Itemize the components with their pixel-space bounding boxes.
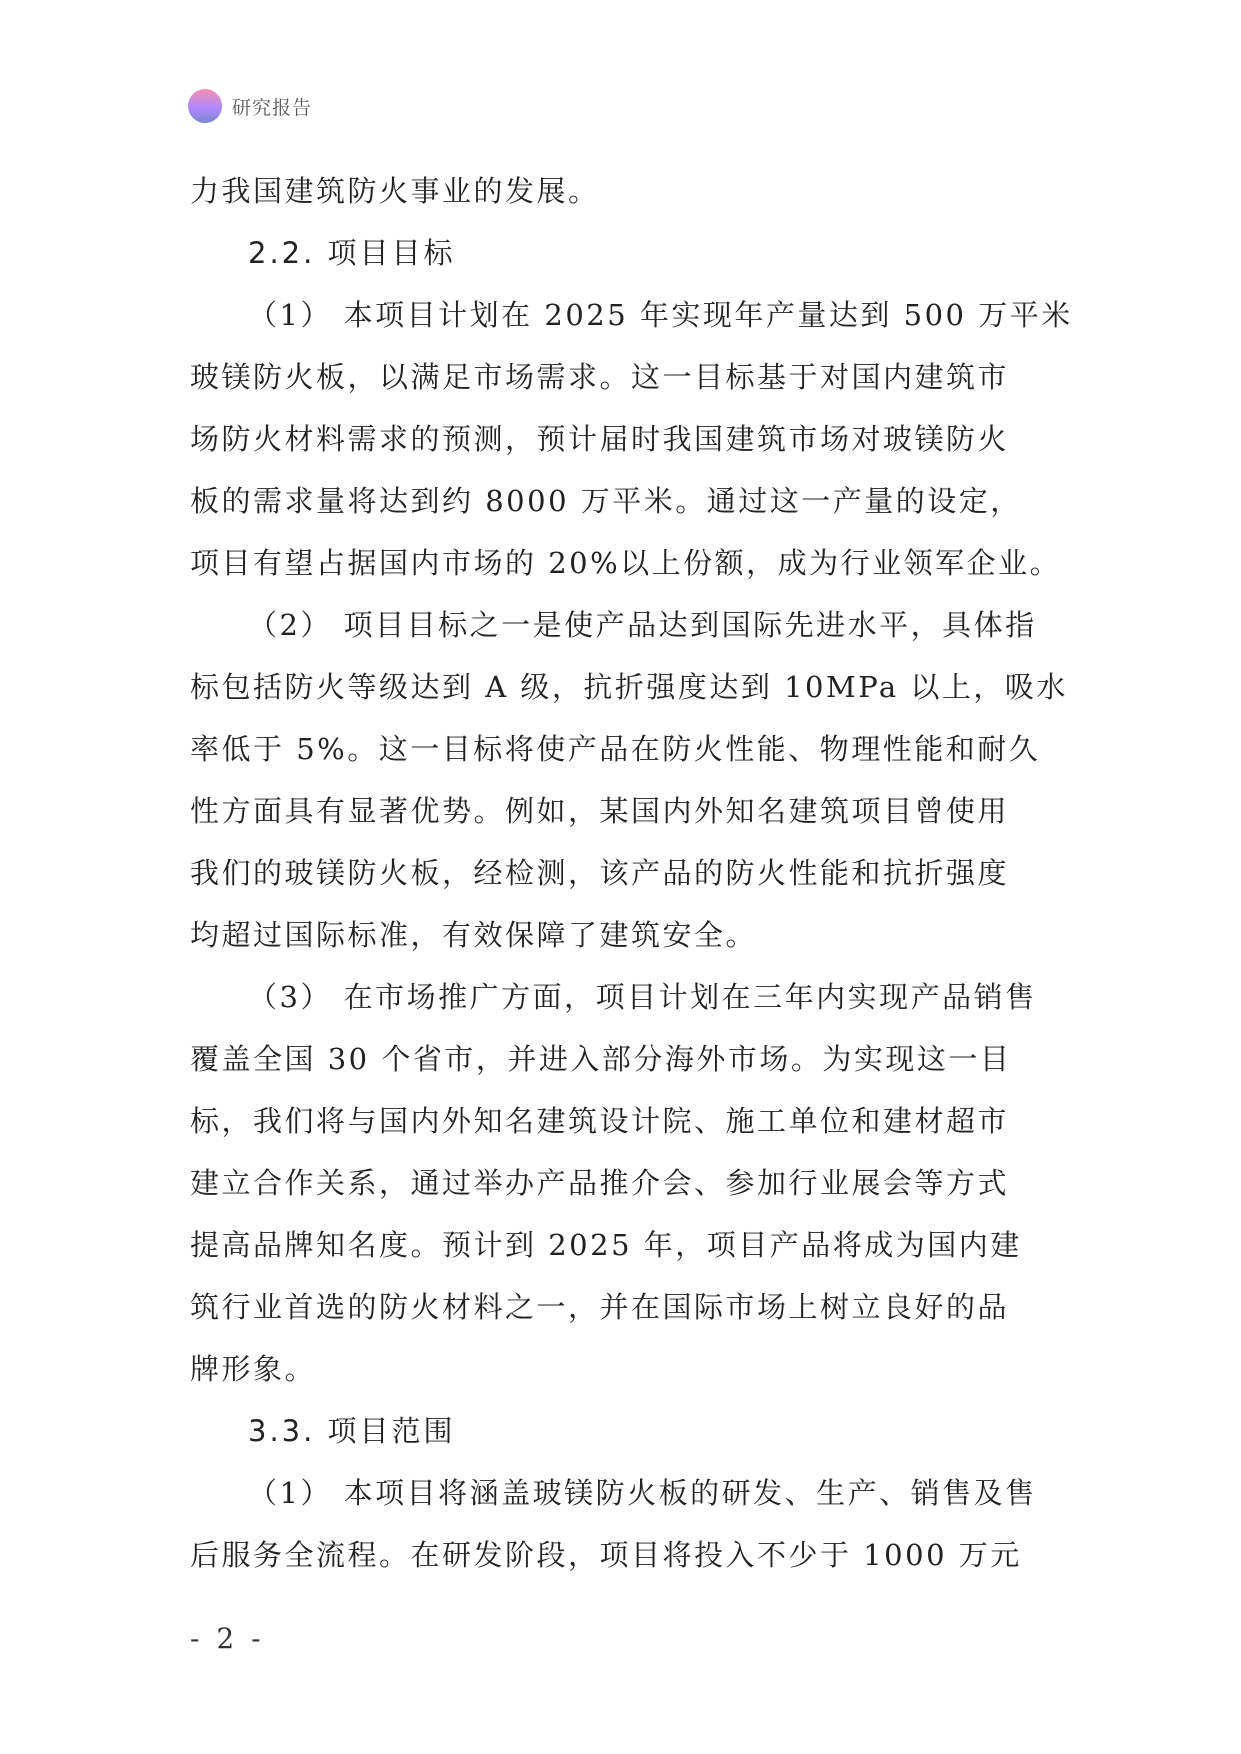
text-line: 力我国建筑防火事业的发展。	[190, 174, 600, 208]
text-line: （3） 在市场推广方面，项目计划在三年内实现产品销售	[248, 980, 1037, 1014]
text-line: 覆盖全国 30 个省市，并进入部分海外市场。为实现这一目	[190, 1042, 1012, 1076]
text-line: （2） 项目目标之一是使产品达到国际先进水平，具体指	[248, 608, 1037, 642]
text-line: 筑行业首选的防火材料之一，并在国际市场上树立良好的品	[190, 1290, 1010, 1324]
section-heading: 2.2. 项目目标	[248, 236, 456, 270]
text-line: 场防火材料需求的预测，预计届时我国建筑市场对玻镁防火	[190, 422, 1010, 456]
text-line: 标，我们将与国内外知名建筑设计院、施工单位和建材超市	[190, 1104, 1010, 1138]
text-line: 均超过国际标准，有效保障了建筑安全。	[190, 918, 758, 952]
text-line: （1） 本项目将涵盖玻镁防火板的研发、生产、销售及售	[248, 1476, 1037, 1510]
text-line: 性方面具有显著优势。例如，某国内外知名建筑项目曾使用	[190, 794, 1010, 828]
text-line: 后服务全流程。在研发阶段，项目将投入不少于 1000 万元	[190, 1538, 1022, 1572]
document-body	[190, 160, 1073, 1586]
page-header	[188, 88, 312, 124]
text-line: 率低于 5%。这一目标将使产品在防火性能、物理性能和耐久	[190, 732, 1041, 766]
header-label: 研究报告	[232, 96, 313, 119]
text-line: （1） 本项目计划在 2025 年实现年产量达到 500 万平米	[248, 298, 1073, 332]
text-line: 建立合作关系，通过举办产品推介会、参加行业展会等方式	[190, 1166, 1010, 1200]
text-line: 提高品牌知名度。预计到 2025 年，项目产品将成为国内建	[190, 1228, 1022, 1262]
text-line: 玻镁防火板，以满足市场需求。这一目标基于对国内建筑市	[190, 360, 1010, 394]
text-line: 我们的玻镁防火板，经检测，该产品的防火性能和抗折强度	[190, 856, 1010, 890]
text-line: 标包括防火等级达到 A 级，抗折强度达到 10MPa 以上，吸水	[190, 670, 1068, 704]
text-line: 板的需求量将达到约 8000 万平米。通过这一产量的设定，	[190, 484, 1022, 518]
text-line: 牌形象。	[190, 1352, 317, 1386]
logo-icon	[188, 89, 222, 123]
text-line: 项目有望占据国内市场的 20%以上份额，成为行业领军企业。	[190, 546, 1062, 580]
page-number: - 2 -	[190, 1622, 265, 1655]
section-heading: 3.3. 项目范围	[248, 1414, 456, 1448]
